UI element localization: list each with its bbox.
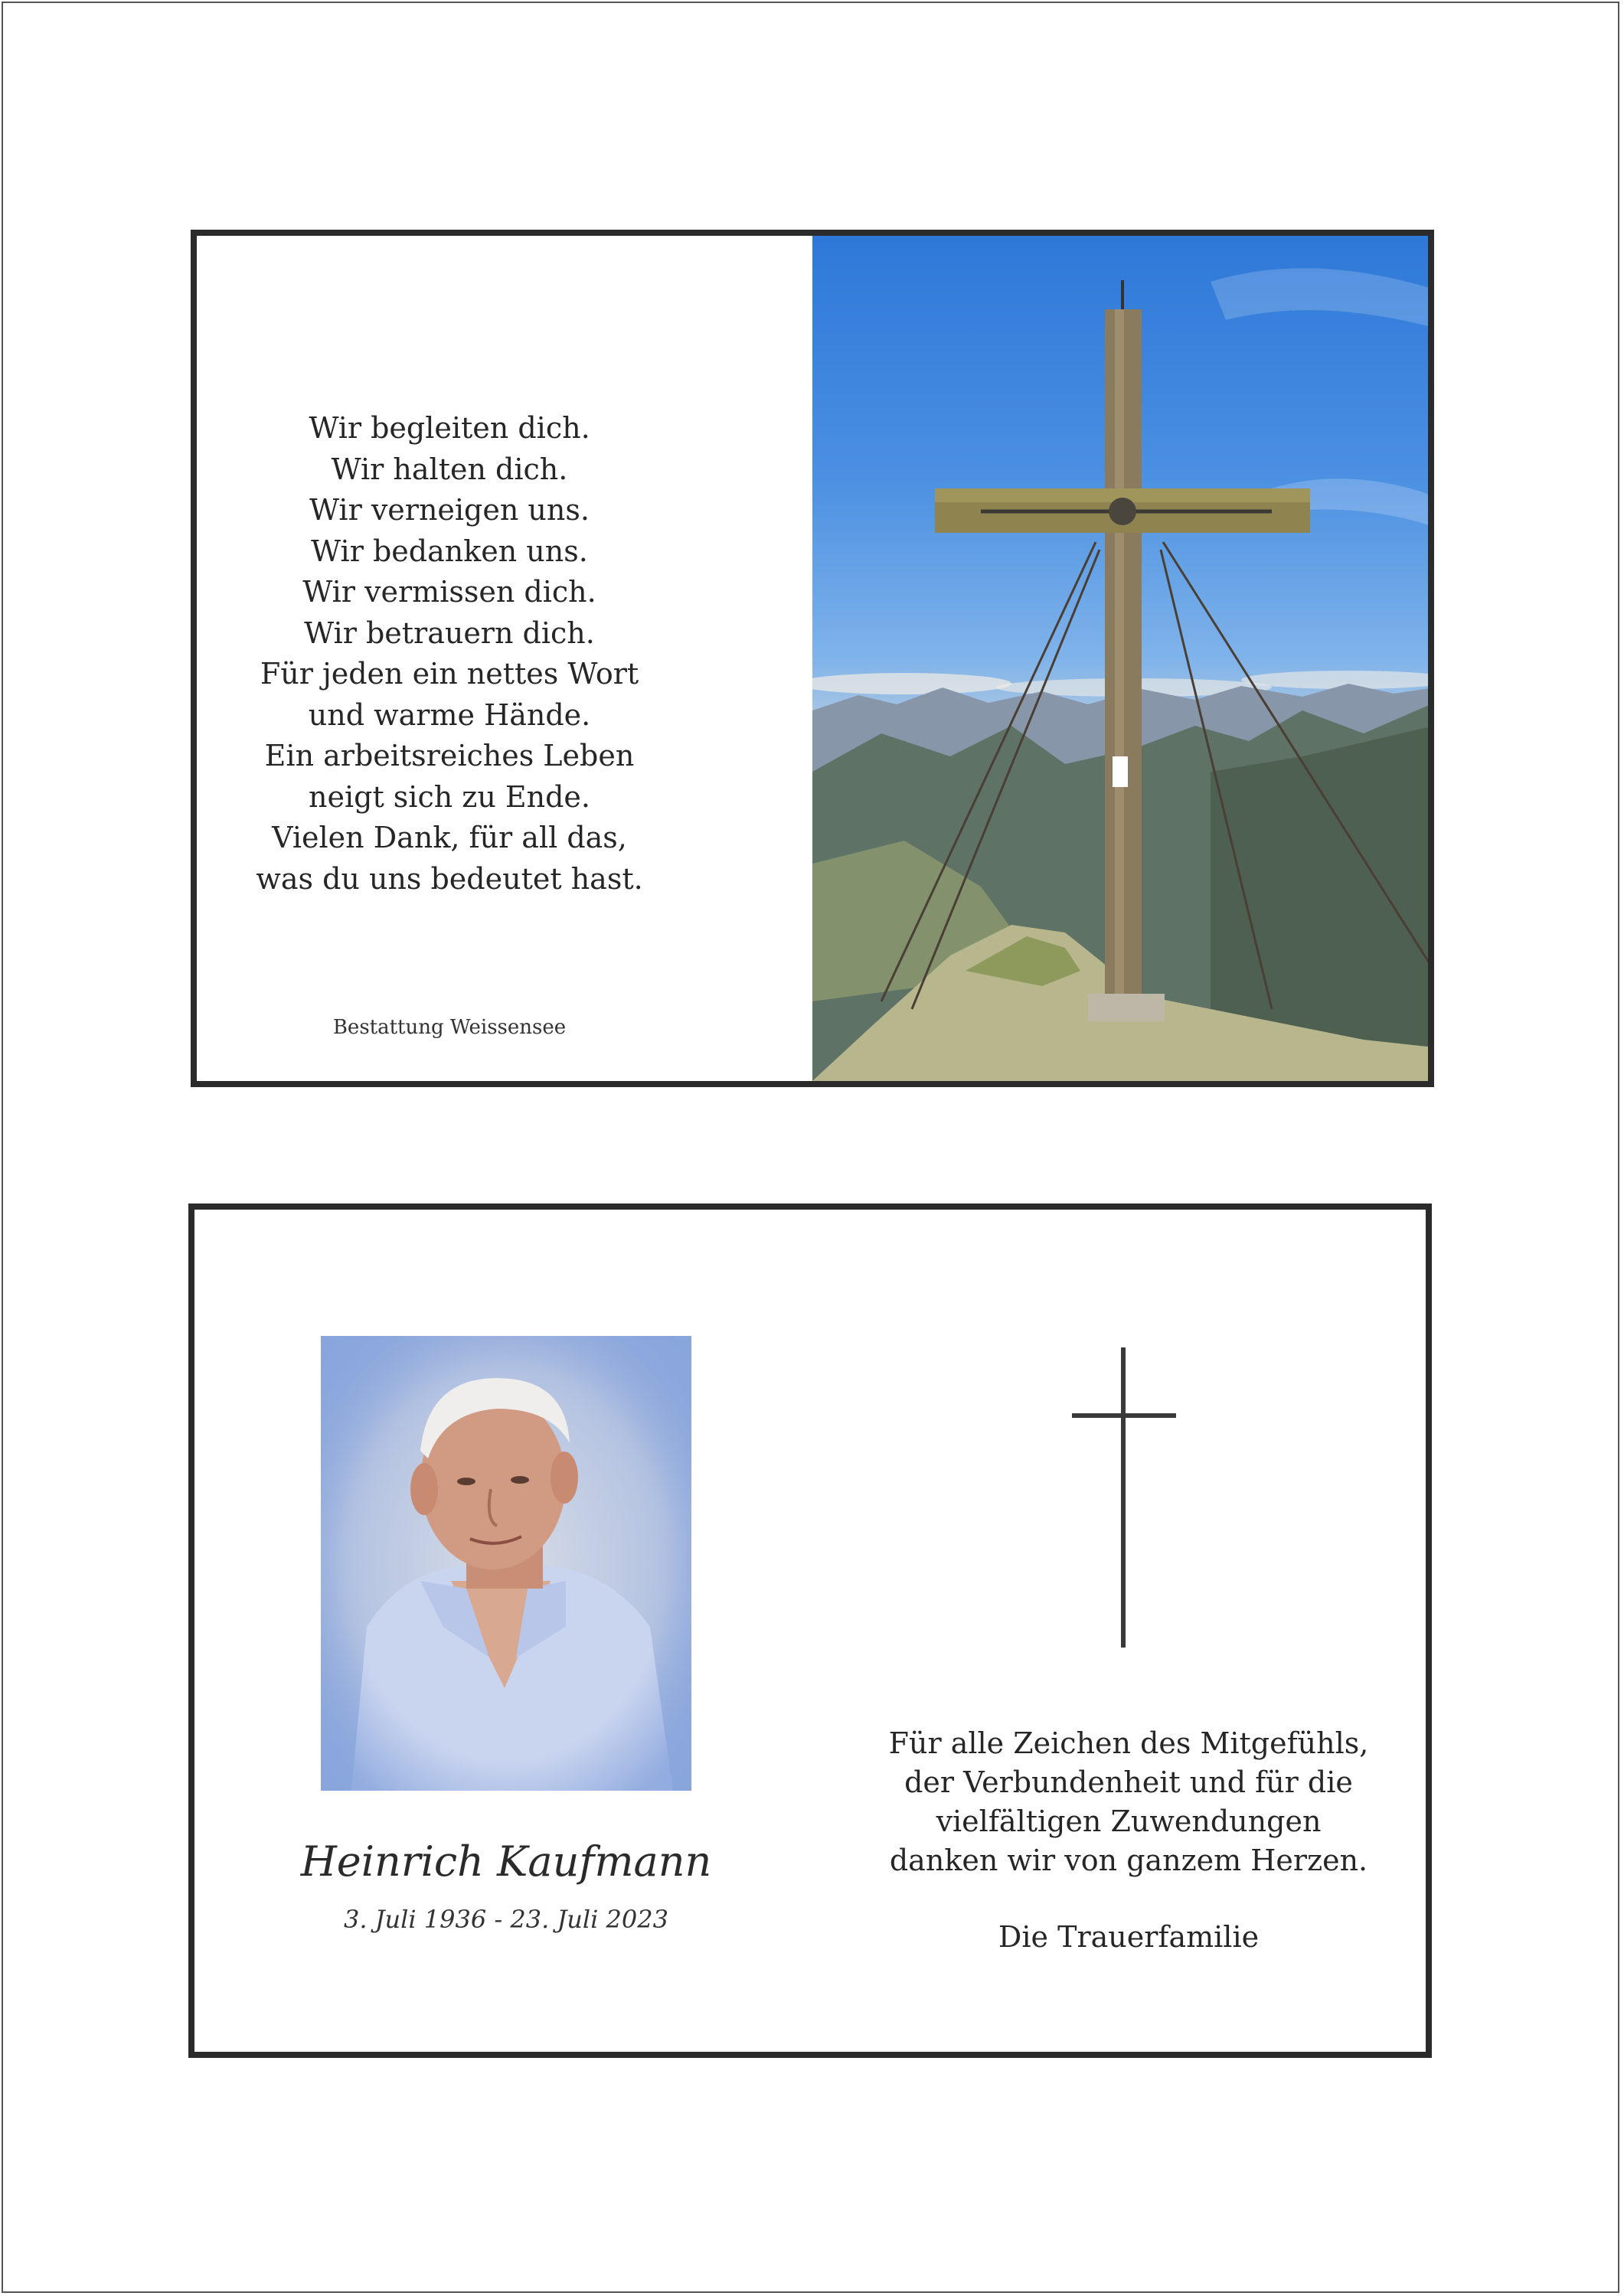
poem (235, 408, 664, 900)
deceased-name: Heinrich Kaufmann (300, 1837, 712, 1886)
back-card (188, 1204, 1432, 2058)
portrait-photo-icon (321, 1336, 691, 1791)
poem-line: Wir begleiten dich. (309, 411, 590, 445)
thanks-text (853, 1724, 1404, 1880)
poem-line: Ein arbeitsreiches Leben (264, 739, 635, 772)
poem-line: neigt sich zu Ende. (309, 779, 590, 814)
poem-line: und warme Hände. (308, 697, 591, 732)
family-signoff: Die Trauerfamilie (998, 1920, 1260, 1954)
poem-line: Vielen Dank, für all das, (272, 821, 627, 854)
poem-line: Wir halten dich. (331, 452, 568, 486)
poem-line: Für jeden ein nettes Wort (260, 657, 639, 691)
summit-cross-photo-icon (812, 236, 1434, 1081)
thanks-line: Für alle Zeichen des Mitgefühls, (888, 1726, 1369, 1760)
poem-line: was du uns bedeutet hast. (256, 861, 643, 896)
cross-icon (1072, 1347, 1179, 1657)
thanks-line: vielfältigen Zuwendungen (936, 1804, 1322, 1838)
thanks-line: danken wir von ganzem Herzen. (889, 1844, 1368, 1877)
thanks-line: der Verbundenheit und für die (904, 1765, 1353, 1799)
life-dates: 3. Juli 1936 - 23. Juli 2023 (344, 1905, 668, 1934)
poem-line: Wir bedanken uns. (311, 534, 588, 568)
front-card (191, 230, 1434, 1087)
poem-line: Wir vermissen dich. (302, 575, 596, 609)
poem-line: Wir verneigen uns. (309, 493, 590, 527)
poem-line: Wir betrauern dich. (304, 616, 595, 650)
funeral-home-label: Bestattung Weissensee (332, 1016, 567, 1039)
